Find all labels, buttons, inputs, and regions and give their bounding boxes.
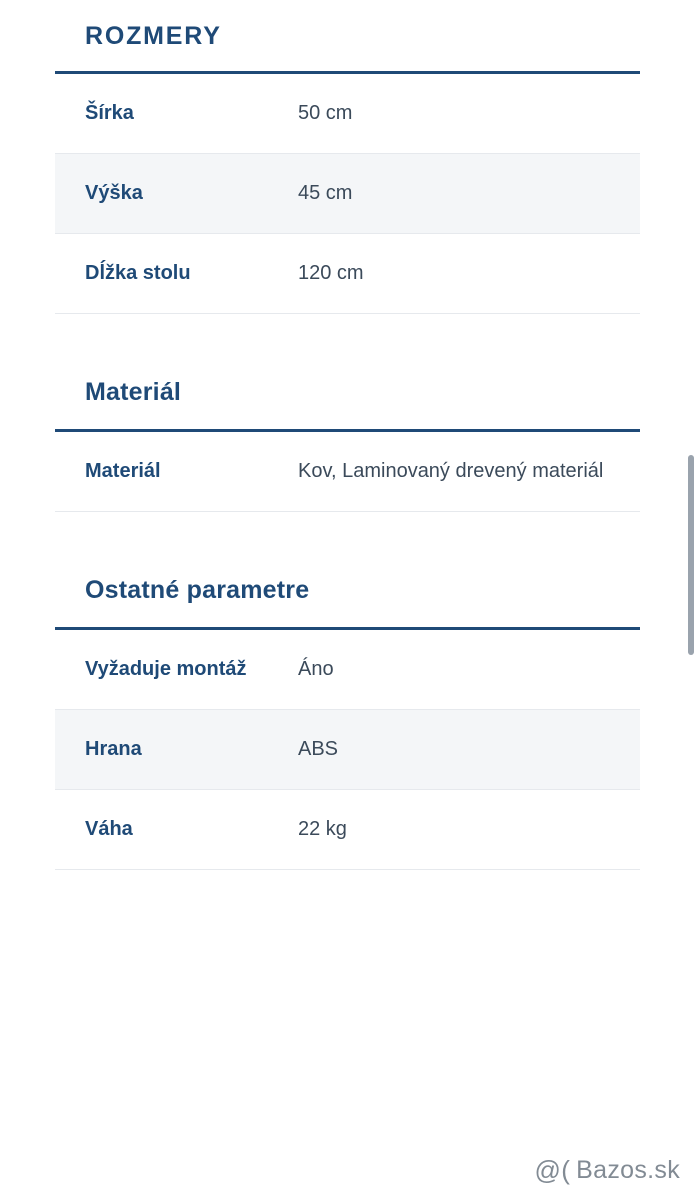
param-value: Kov, Laminovaný drevený materiál — [293, 432, 640, 512]
section-title-rozmery: ROZMERY — [85, 22, 222, 50]
param-value: 50 cm — [293, 74, 640, 154]
param-value: 45 cm — [293, 154, 640, 234]
parameters-content — [55, 0, 640, 870]
table-row — [55, 710, 640, 790]
param-label: Výška — [55, 154, 293, 234]
param-value: Áno — [293, 630, 640, 710]
section-title-ostatne-parametre: Ostatné parametre — [85, 576, 310, 604]
param-label: Šírka — [55, 74, 293, 154]
section-ostatne-parametre — [55, 554, 640, 870]
param-value: 22 kg — [293, 790, 640, 870]
table-row — [55, 790, 640, 870]
parameters-table-ostatne — [55, 630, 640, 870]
param-label: Dĺžka stolu — [55, 234, 293, 314]
table-row — [55, 154, 640, 234]
param-label: Materiál — [55, 432, 293, 512]
param-label: Váha — [55, 790, 293, 870]
param-label: Hrana — [55, 710, 293, 790]
section-title-material: Materiál — [85, 378, 182, 406]
section-spacer — [55, 512, 640, 554]
param-value: 120 cm — [293, 234, 640, 314]
parameters-table-material — [55, 432, 640, 512]
section-material — [55, 356, 640, 512]
scrollbar-thumb[interactable] — [688, 455, 694, 655]
param-value: ABS — [293, 710, 640, 790]
table-row — [55, 74, 640, 154]
at-icon: @( — [534, 1155, 571, 1185]
table-row — [55, 234, 640, 314]
table-row — [55, 630, 640, 710]
section-rozmery — [55, 0, 640, 314]
watermark-text: Bazos.sk — [576, 1156, 680, 1184]
section-spacer — [55, 314, 640, 356]
parameters-table-rozmery — [55, 74, 640, 314]
table-row — [55, 432, 640, 512]
watermark — [535, 1155, 680, 1186]
param-label: Vyžaduje montáž — [55, 630, 293, 710]
